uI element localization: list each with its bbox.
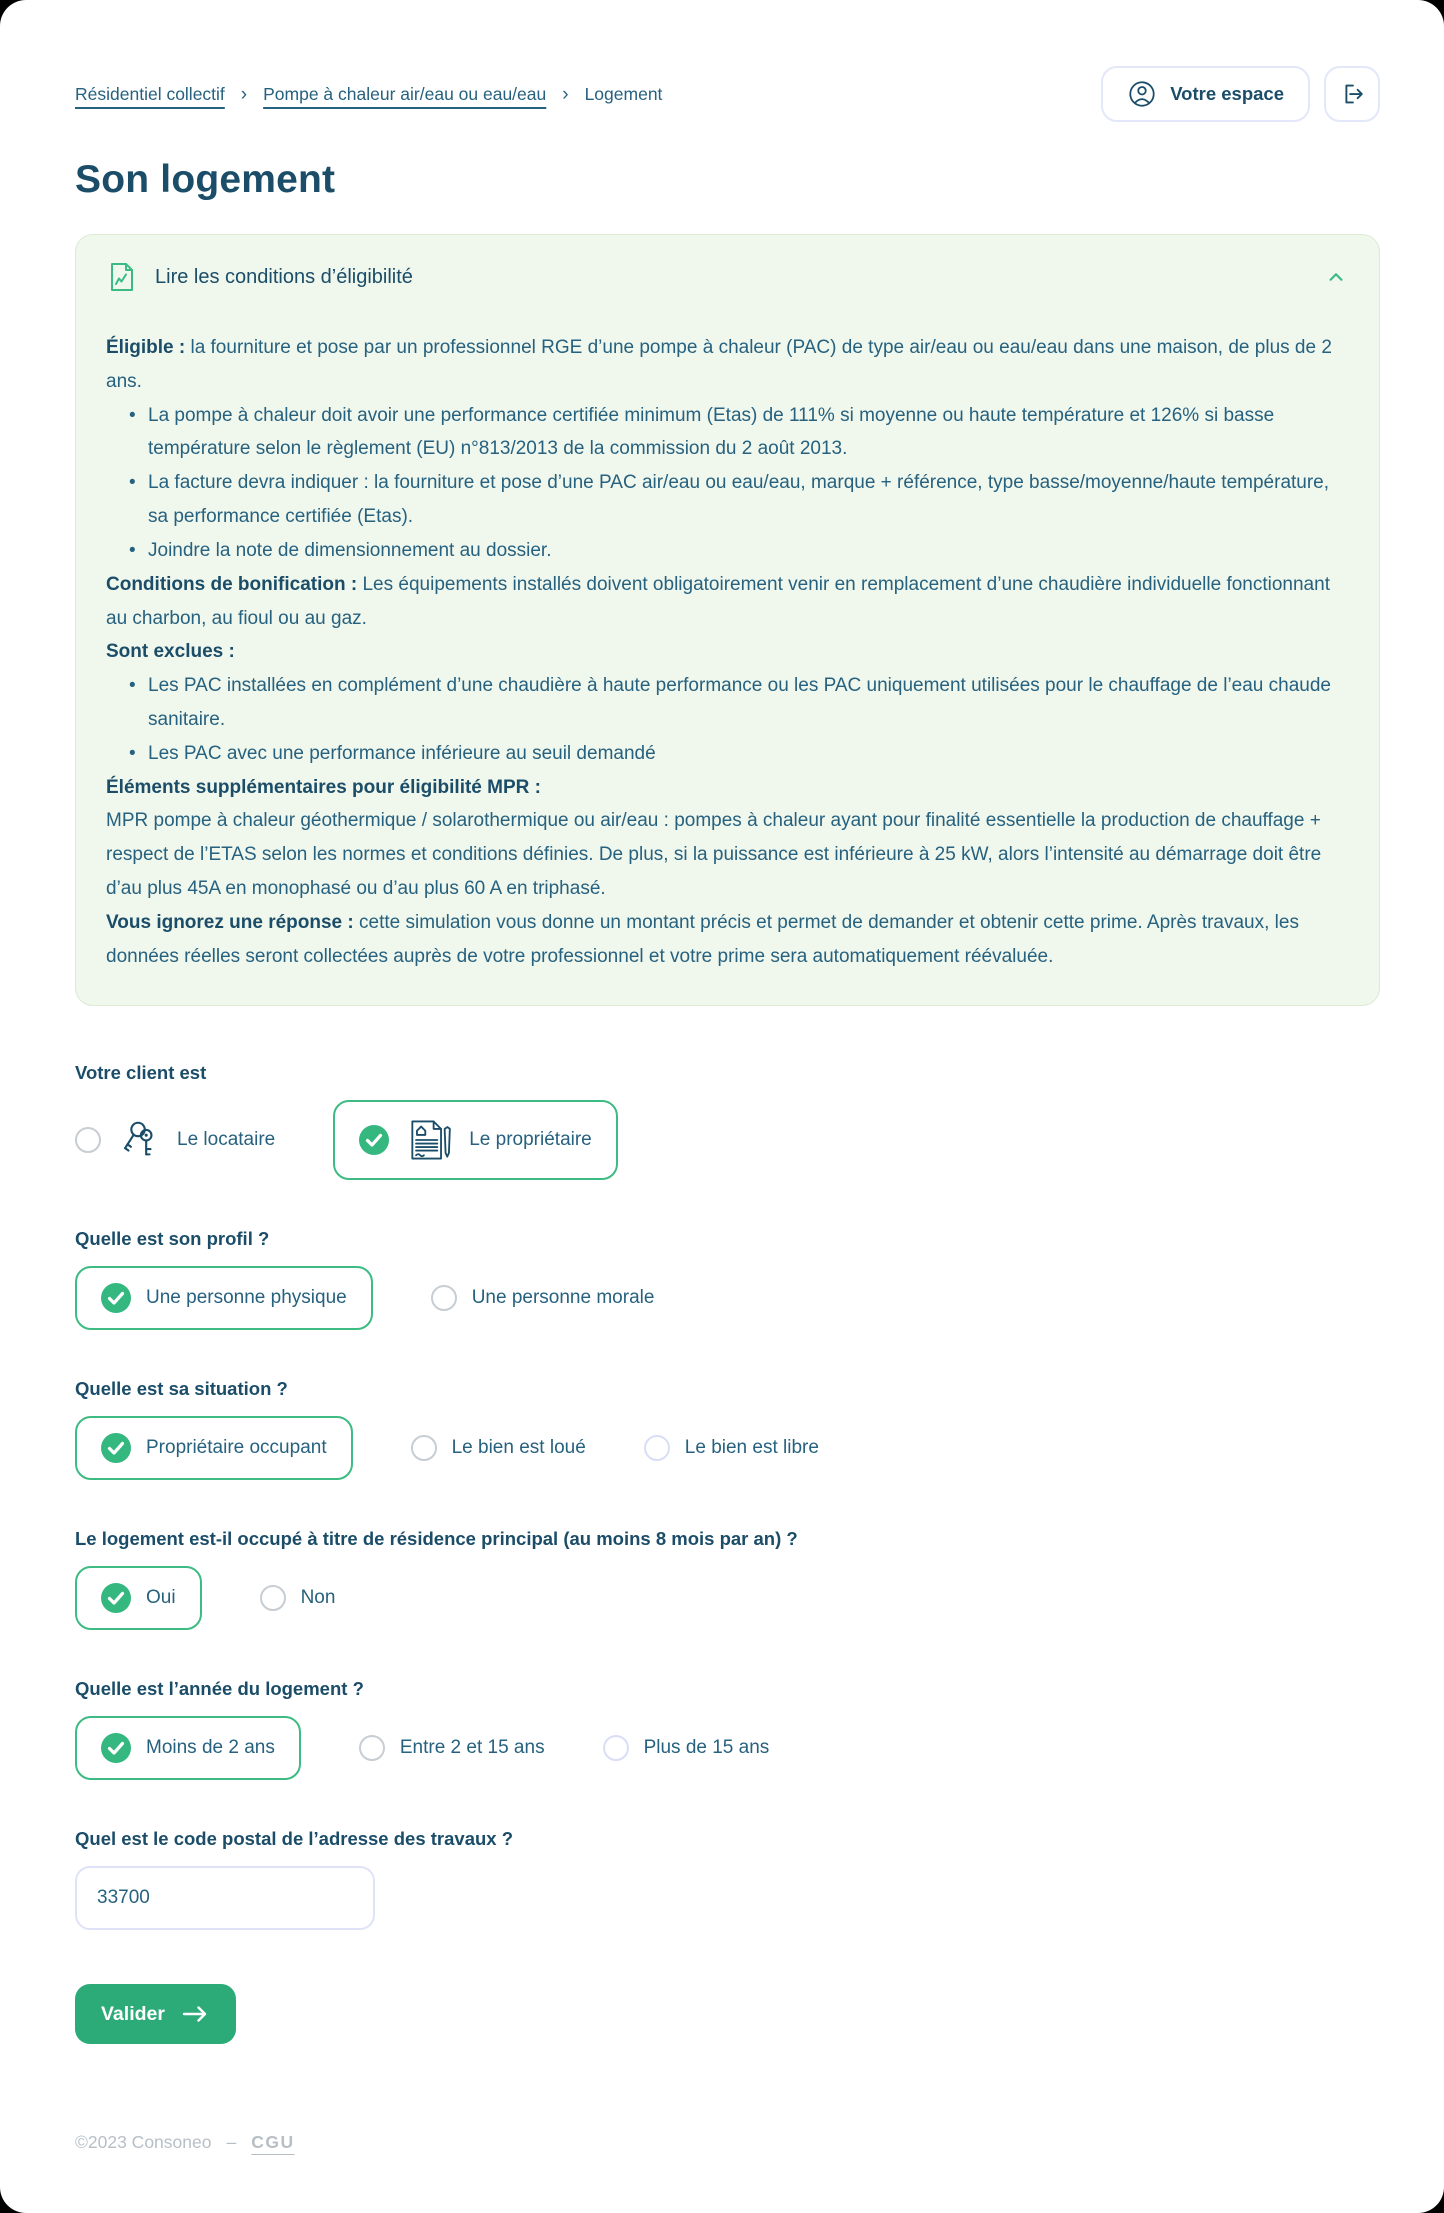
document-chart-icon [106, 261, 138, 293]
eligibility-paragraph [106, 804, 1349, 905]
question-residence [75, 1528, 1380, 1630]
eligibility-text: cette simulation vous donne un montant précis et permet de demander et obtenir cette prime. Après travaux, les données réelles seront collectées auprès de votre professionnel et votre prime sera automatiquement réévaluée. [106, 911, 1299, 967]
option-label: Propriétaire occupant [146, 1437, 327, 1459]
radio-icon [359, 1735, 385, 1761]
breadcrumb-link-pompe-a-chaleur[interactable]: Pompe à chaleur air/eau ou eau/eau [263, 83, 547, 104]
option-label: Une personne physique [146, 1287, 347, 1309]
option-le-proprietaire[interactable] [333, 1100, 618, 1180]
question-client-options [75, 1100, 1380, 1180]
option-label: Oui [146, 1587, 176, 1609]
option-oui[interactable] [75, 1566, 202, 1630]
option-label: Le locataire [177, 1129, 276, 1151]
eligibility-list [106, 399, 1349, 568]
question-annee-options [75, 1716, 1380, 1780]
option-label: Plus de 15 ans [643, 1737, 770, 1759]
votre-espace-label: Votre espace [1170, 83, 1284, 104]
option-label: Une personne morale [471, 1287, 655, 1309]
radio-icon [603, 1735, 629, 1761]
option-label: Le bien est libre [684, 1437, 819, 1459]
eligibility-header[interactable] [106, 261, 1349, 293]
breadcrumb [75, 84, 662, 105]
top-bar [75, 66, 1380, 122]
radio-icon [260, 1585, 286, 1611]
question-profil-options [75, 1266, 1380, 1330]
check-circle-icon [101, 1583, 131, 1613]
check-circle-icon [101, 1433, 131, 1463]
votre-espace-button[interactable] [1101, 66, 1310, 122]
logout-button[interactable] [1324, 66, 1380, 122]
eligibility-bold: Éléments supplémentaires pour éligibilité MPR : [106, 776, 541, 798]
arrow-right-icon [180, 2002, 210, 2026]
top-actions [1101, 66, 1380, 122]
keys-icon [116, 1117, 162, 1163]
eligibility-bullet: • Les PAC installées en complément d’une chaudière à haute performance ou les PAC uniquement utilisées pour le chauffage de l’eau chaude sanitaire. [106, 669, 1349, 737]
question-postal-label: Quel est le code postal de l’adresse des travaux ? [75, 1828, 514, 1850]
breadcrumb-link-residentiel-collectif[interactable]: Résidentiel collectif [75, 83, 225, 104]
eligibility-bold: Sont exclues : [106, 641, 235, 663]
question-profil-label: Quelle est son profil ? [75, 1228, 270, 1250]
option-plus-de-15-ans[interactable] [603, 1735, 770, 1761]
eligibility-paragraph [106, 771, 1349, 805]
option-personne-physique[interactable] [75, 1266, 373, 1330]
option-label: Non [300, 1587, 336, 1609]
question-annee [75, 1678, 1380, 1780]
radio-icon [644, 1435, 670, 1461]
footer [75, 2132, 1380, 2153]
user-icon [1127, 79, 1157, 109]
eligibility-panel [75, 234, 1380, 1006]
breadcrumb-separator-icon: › [562, 83, 569, 105]
postal-code-input[interactable] [75, 1866, 375, 1930]
eligibility-list [106, 669, 1349, 770]
question-client-label: Votre client est [75, 1062, 207, 1084]
check-circle-icon [101, 1733, 131, 1763]
question-profil [75, 1228, 1380, 1330]
eligibility-bold: Vous ignorez une réponse : [106, 911, 354, 933]
eligibility-body [106, 331, 1349, 973]
option-label: Le propriétaire [469, 1129, 592, 1151]
footer-dash: – [226, 2132, 237, 2153]
eligibility-bold: Conditions de bonification : [106, 573, 358, 595]
eligibility-title: Lire les conditions d’éligibilité [155, 265, 413, 288]
radio-icon [431, 1285, 457, 1311]
valider-button[interactable] [75, 1984, 236, 2044]
question-annee-label: Quelle est l’année du logement ? [75, 1678, 364, 1700]
question-client [75, 1062, 1380, 1180]
eligibility-text: MPR pompe à chaleur géothermique / solarothermique ou air/eau : pompes à chaleur ayant pour finalité essentielle la production de chauffage + respect de l’ETAS selon les normes et conditions définies. De plus, si la puissance est inférieure à 25 kW, alors l’intensité au démarrage doit être d’au plus 45A en monophasé ou d’au plus 60 A en triphasé. [106, 810, 1322, 899]
page-title: Son logement [75, 158, 336, 201]
valider-label: Valider [101, 2002, 165, 2025]
option-bien-libre[interactable] [644, 1435, 819, 1461]
eligibility-bullet: • La pompe à chaleur doit avoir une performance certifiée minimum (Etas) de 111% si moyenne ou haute température et 126% si basse température selon le règlement (EU) n°813/2013 de la commission du 2 août 2013. [106, 399, 1349, 467]
option-personne-morale[interactable] [431, 1285, 655, 1311]
option-bien-loue[interactable] [411, 1435, 586, 1461]
option-non[interactable] [260, 1585, 336, 1611]
logout-icon [1337, 79, 1367, 109]
option-label: Le bien est loué [451, 1437, 586, 1459]
option-moins-de-2-ans[interactable] [75, 1716, 301, 1780]
eligibility-paragraph [106, 331, 1349, 399]
breadcrumb-separator-icon: › [240, 83, 248, 105]
option-le-locataire[interactable] [75, 1117, 275, 1163]
eligibility-paragraph [106, 635, 1349, 669]
eligibility-paragraph [106, 568, 1349, 636]
option-entre-2-et-15-ans[interactable] [359, 1735, 545, 1761]
breadcrumb-current: Logement [584, 83, 663, 104]
eligibility-text: Les équipements installés doivent obligatoirement venir en remplacement d’une chaudière individuelle fonctionnant au charbon, au fioul ou au gaz. [106, 573, 1330, 629]
question-situation-label: Quelle est sa situation ? [75, 1378, 288, 1400]
copyright-text: ©2023 Consoneo [75, 2132, 212, 2153]
eligibility-bullet: • Les PAC avec une performance inférieure au seuil demandé [106, 737, 1349, 771]
eligibility-paragraph [106, 906, 1349, 974]
radio-icon [411, 1435, 437, 1461]
radio-icon [75, 1127, 101, 1153]
question-residence-options [75, 1566, 1380, 1630]
chevron-up-icon[interactable] [1323, 264, 1349, 290]
option-label: Entre 2 et 15 ans [399, 1737, 545, 1759]
option-proprietaire-occupant[interactable] [75, 1416, 353, 1480]
contract-icon [404, 1117, 454, 1163]
question-residence-label: Le logement est-il occupé à titre de résidence principal (au moins 8 mois par an) ? [75, 1528, 798, 1550]
question-situation [75, 1378, 1380, 1480]
eligibility-bullet: • Joindre la note de dimensionnement au dossier. [106, 534, 1349, 568]
eligibility-bold: Éligible : [106, 337, 186, 358]
option-label: Moins de 2 ans [146, 1737, 275, 1759]
eligibility-bullet: • La facture devra indiquer : la fourniture et pose d’une PAC air/eau ou eau/eau, marque + référence, type basse/moyenne/haute température, sa performance certifiée (Etas). [106, 466, 1349, 534]
check-circle-icon [359, 1125, 389, 1155]
question-situation-options [75, 1416, 1380, 1480]
check-circle-icon [101, 1283, 131, 1313]
question-postal [75, 1828, 1380, 1930]
cgu-link[interactable]: CGU [251, 2132, 295, 2153]
eligibility-text: la fourniture et pose par un professionnel RGE d’une pompe à chaleur (PAC) de type air/eau ou eau/eau dans une maison, de plus de 2 ans. [106, 337, 1332, 392]
